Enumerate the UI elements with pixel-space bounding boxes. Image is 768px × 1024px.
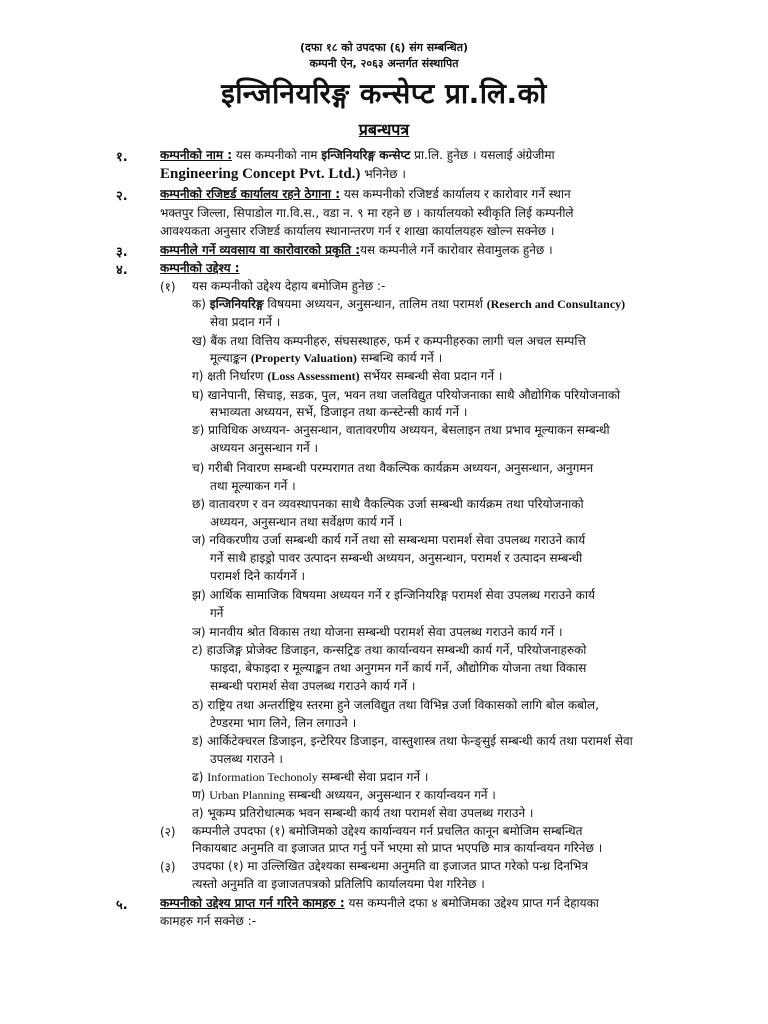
objective-kha-english: (Property Valuation) [250,351,357,365]
section-3-heading: कम्पनीले गर्ने व्यवसाय वा कारोवारको प्रकृति : [160,243,361,257]
section-2-number: २. [116,189,128,204]
section-5-line-2: कामहरु गर्न सक्नेछ :- [160,914,257,928]
section-2-line-3: आवश्यकता अनुसार रजिष्टर्ड कार्यालय स्थानान्तरण गर्न र शाखा कार्यालयहरु खोल्न सक्नेछ । [160,224,555,238]
objective-ga-line-1 [192,368,707,384]
objective-da-mark: ड) [192,734,204,748]
objective-nga-text: प्राविधिक अध्ययन- अनुसन्धान, वातावरणीय अध्ययन, बेसलाइन तथा प्रभाव मूल्याकन सम्बन्धी [208,423,610,437]
objective-na-mark: ण) [192,788,206,802]
objective-dha-mark: ढ) [192,770,204,784]
company-title: इन्जिनियरिङ्ग कन्सेप्ट प्रा.लि.को [221,77,547,110]
section-1-number: १. [116,150,128,165]
objective-ga-mark: ग) [192,369,204,383]
objective-ka-english: (Reserch and Consultancy) [486,297,626,311]
section-3-number: ३. [116,245,128,260]
objective-ca-text: गरीबी निवारण सम्बन्धी परम्परागत तथा वैकल्पिक कार्यक्रम अध्ययन, अनुसन्धान, अनुगमन [208,461,594,475]
objective-ja-text: नविकरणीय उर्जा सम्बन्धी कार्य गर्ने तथा सो सम्बन्धमा परामर्श सेवा उपलब्ध गराउने कार्य [209,533,586,547]
objective-dha-text: सम्बन्धी सेवा प्रदान गर्ने । [317,770,429,784]
section-4-line-1 [160,260,705,276]
objective-ka-line-2: सेवा प्रदान गर्ने । [210,315,281,329]
section-5-text-1: यस कम्पनीले दफा ४ बमोजिमका उद्देश्य प्राप्त गर्न देहायका [344,896,599,910]
objective-tha-line-1 [192,697,707,713]
objective-nga-line-2: अध्ययन अनुसन्धान गर्ने । [210,441,319,455]
objective-gha-mark: घ) [192,388,204,402]
section-4-heading: कम्पनीको उद्देश्य : [160,261,240,275]
section-2-text-1: यस कम्पनीको रजिष्टर्ड कार्यालय र कारोवार गर्ने स्थान [340,187,571,201]
section-5-heading: कम्पनीको उद्देश्य प्राप्त गर्न गरिने कामहरु : [160,896,345,910]
section-1-text-2: प्रा.लि. हुनेछ । यसलाई अंग्रेजीमा [410,148,555,162]
section-1-line-1 [160,147,705,163]
objective-ta-line-3: सम्बन्धी परामर्श सेवा उपलब्ध गराउने कार्य गर्ने । [210,679,416,693]
subsection-1-text: यस कम्पनीको उद्देश्य देहाय बमोजिम हुनेछ :- [192,279,386,293]
objective-ta2-text: भूकम्प प्रतिरोधात्मक भवन सम्बन्धी कार्य तथा परामर्श सेवा उपलब्ध गराउने । [207,806,534,820]
subsection-3-number: (३) [160,860,176,874]
objective-dha-line-1 [192,769,707,785]
objective-cha-text: वातावरण र वन व्यवस्थापनका साथै वैकल्पिक उर्जा सम्बन्धी कार्यक्रम तथा परियोजनाको [208,497,584,511]
subsection-1-number: (१) [160,280,176,294]
objective-da-line-2: उपलब्ध गराउने । [210,752,283,766]
objective-ta-line-2: फाइदा, बेफाइदा र मूल्याङ्कन तथा अनुगमन गर्ने कार्य गर्ने, औद्योगिक योजना तथा विकास [210,661,587,675]
objective-ja-line-2: गर्ने साथै हाइड्रो पावर उत्पादन सम्बन्धी अध्ययन, अनुसन्धान, परामर्श र उत्पादन सम्बन्धी [210,551,583,565]
section-3-text-1: यस कम्पनीले गर्ने कारोवार सेवामुलक हुनेछ । [360,243,553,257]
objective-ca-line-1 [192,460,707,476]
section-4-number: ४. [116,263,128,278]
section-5-number: ५. [116,898,128,913]
objective-cha-line-1 [192,496,707,512]
objective-kha-mark: ख) [192,334,207,348]
objective-ta-text: हाउजिङ्ग प्रोजेक्ट डिजाइन, कन्सट्रिङ तथा कार्यान्वयन सम्बन्धी कार्य गर्ने, परियोजनाहरुको [206,643,587,657]
objective-kha-text-2a: मूल्याङ्कन [210,351,251,365]
objective-ta-line-1 [192,642,707,658]
objective-ja-mark: ज) [192,533,206,547]
objective-ta-mark: ट) [192,643,203,657]
subsection-3-line-1: उपदफा (१) मा उल्लिखित उद्देश्यका सम्बन्धमा अनुमति वा इजाजत प्राप्त गरेको पन्ध्र दिनभित्र [192,859,589,873]
document-type: प्रबन्धपत्र [358,120,410,139]
objective-ga-text-b: सर्भेयर सम्बन्धी सेवा प्रदान गर्ने । [359,369,503,383]
objective-cha-mark: छ) [192,497,206,511]
subsection-2-line-1: कम्पनीले उपदफा (१) बमोजिमको उद्देश्य कार्यान्वयन गर्न प्रचलित कानून बमोजिम सम्बन्धित [192,824,583,838]
objective-na-english: Urban Planning [209,788,285,802]
section-2-heading: कम्पनीको रजिष्टर्ड कार्यालय रहने ठेगाना : [160,187,341,201]
objective-ja-line-1 [192,532,707,548]
objective-nya-text: मानवीय श्रोत विकास तथा योजना सम्बन्धी परामर्श सेवा उपलब्ध गराउने कार्य गर्ने । [209,625,563,639]
subsection-3-line-2: त्यस्तो अनुमति वा इजाजतपत्रको प्रतिलिपि कार्यालयमा पेश गरिनेछ । [192,877,485,891]
objective-ka-line-1 [192,296,707,312]
header-act: कम्पनी ऐन, २०६३ अन्तर्गत संस्थापित [309,57,459,70]
objective-kha-text-2b: सम्बन्धि कार्य गर्ने । [356,351,443,365]
objective-ga-english: (Loss Assessment) [267,369,360,383]
objective-tha-line-2: टेण्डरमा भाग लिने, लिन लगाउने । [210,716,357,730]
section-1-heading: कम्पनीको नाम : [160,148,233,162]
objective-ja-line-3: परामर्श दिने कार्यगर्ने । [210,569,305,583]
objective-ka-mark: क) [192,297,206,311]
objective-jha-mark: झ) [192,588,206,602]
company-name-nepali: इन्जिनियरिङ्ग कन्सेप्ट [321,148,411,162]
section-2-line-1 [160,186,705,202]
subsection-2-line-2: निकायबाट अनुमति वा इजाजत प्राप्त गर्नु पर्ने भएमा सो प्राप्त भएपछि मात्र कार्यान्वयन गरिनेछ । [192,841,603,855]
objective-da-text: आर्किटेक्चरल डिजाइन, इन्टेरियर डिजाइन, वास्तुशास्त्र तथा फेन्ङ्सुई सम्बन्धी कार्य तथा परामर्श सेवा [206,734,633,748]
objective-nga-mark: ङ) [192,423,205,437]
objective-gha-line-2: सभाव्यता अध्ययन, सर्भे, डिजाइन तथा कन्स्टेन्सी कार्य गर्ने । [210,405,468,419]
objective-nga-line-1 [192,422,707,438]
objective-ka-bold: इन्जिनियरिङ्ग [209,297,264,311]
company-name-english: Engineering Concept Pvt. Ltd.) [160,166,361,182]
objective-nya-mark: ञ) [192,625,206,639]
objective-ca-mark: च) [192,461,205,475]
objective-cha-line-2: अध्ययन, अनुसन्धान तथा सर्वेक्षण कार्य गर्ने । [210,515,403,529]
objective-jha-line-2: गर्ने [210,606,224,620]
section-1-line-2 [160,164,705,184]
objective-da-line-1 [192,733,707,749]
objective-jha-text: आर्थिक सामाजिक विषयमा अध्ययन गर्ने र इन्जिनियरिङ्ग परामर्श सेवा उपलब्ध गराउने कार्य [209,588,595,602]
objective-ga-text-a: क्षती निर्धारण [207,369,268,383]
objective-na-line-1 [192,787,707,803]
section-5-line-1 [160,895,705,911]
objective-tha-text: राष्ट्रिय तथा अन्तर्राष्ट्रिय स्तरमा हुने जलविद्युत तथा विभिन्न उर्जा विकासको लागि बोल कबोल, [207,698,599,712]
objective-dha-english: Information Techonoly [207,770,318,784]
objective-ta2-line-1 [192,805,707,821]
objective-gha-line-1 [192,387,707,403]
section-1-text-1: यस कम्पनीको नाम [232,148,322,162]
objective-tha-mark: ठ) [192,698,204,712]
header-reference: (दफा १८ को उपदफा (६) संग सम्बन्धित) [299,41,468,54]
objective-nya-line-1 [192,624,707,640]
subsection-2-number: (२) [160,825,176,839]
objective-ta2-mark: त) [192,806,204,820]
objective-ca-line-2: तथा मूल्याकन गर्ने । [210,479,296,493]
objective-gha-text: खानेपानी, सिचाइ, सडक, पुल, भवन तथा जलविद्युत परियोजनाका साथै औद्योगिक परियोजनाको [207,388,621,402]
section-1-text-3: भनिनेछ । [360,167,406,181]
section-3-line-1 [160,242,705,258]
section-2-line-2: भक्तपुर जिल्ला, सिपाडोल गा.वि.स., वडा न. ९ मा रहने छ । कार्यालयको स्वीकृति लिई कम्पनीले [160,206,574,220]
objective-kha-line-2 [210,350,707,366]
objective-kha-text: बैंक तथा वित्तिय कम्पनीहरु, संघसस्थाहरु, फर्म र कम्पनीहरुका लागी चल अचल सम्पत्ति [210,334,586,348]
objective-na-text: सम्बन्धी अध्ययन, अनुसन्धान र कार्यान्वयन गर्ने । [284,788,496,802]
objective-jha-line-1 [192,587,707,603]
objective-kha-line-1 [192,333,707,349]
objective-ka-text: विषयमा अध्ययन, अनुसन्धान, तालिम तथा परामर्श [263,297,487,311]
